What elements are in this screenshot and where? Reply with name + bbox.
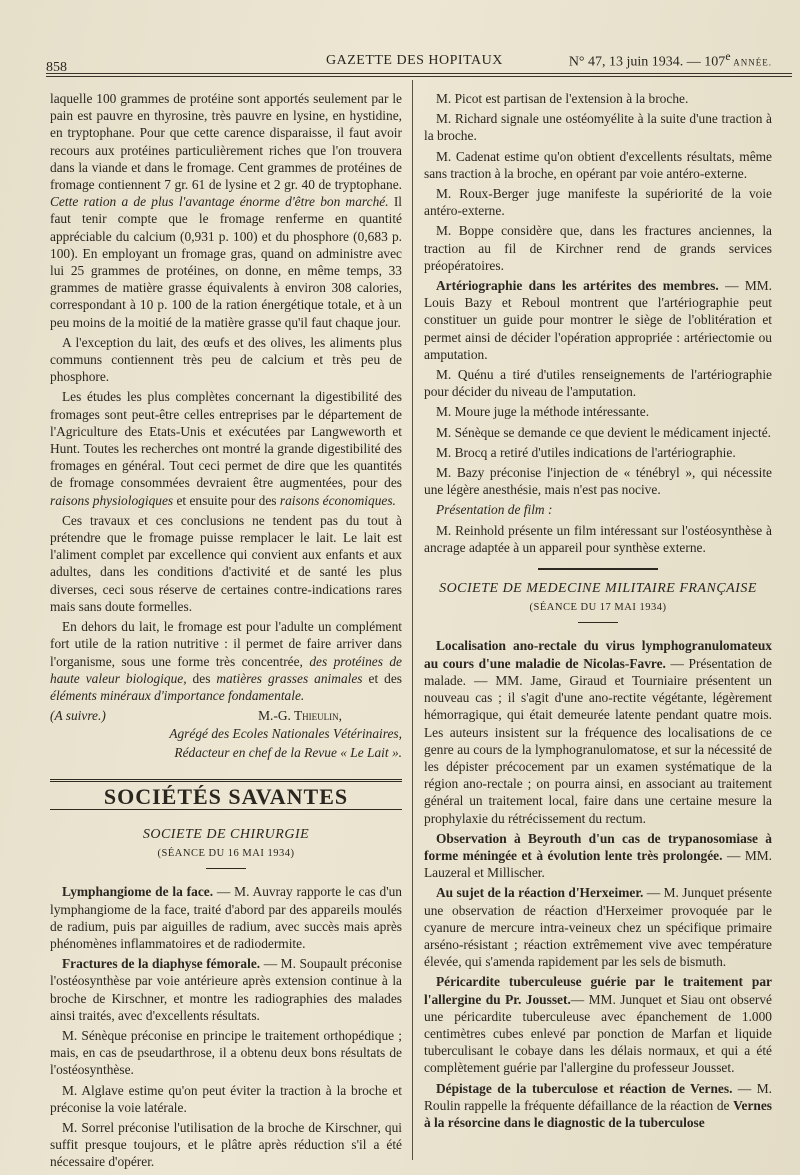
report-item: M. Picot est partisan de l'extension à la broche. [436, 91, 689, 106]
report-item: M. Sénèque se demande ce que devient le médicament injecté. [436, 424, 772, 440]
report-item: M. Bazy préconise l'injection de « ténébryl », qui nécessite une légère anesthésie, mais n'est pas nocive. [424, 465, 772, 498]
report-item: M. Sénèque préconise en principe le traitement orthopédique ; mais, en cas de pseudarthrose, il a obtenu deux bons résultats de l'ostéosynthèse. [50, 1027, 402, 1078]
report-item: Dépistage de la tuberculose et réaction de Vernes. — M. Roulin rappelle la fréquente défaillance de la réaction de Vernes à la résorcine dans le diagnostic de la tuberculose [424, 1080, 772, 1130]
to-be-continued: (A suivre.) [50, 708, 106, 724]
report-item: M. Brocq a retiré d'utiles indications de l'artériographie. [436, 444, 736, 460]
session-date: (SÉANCE DU 16 MAI 1934) [157, 848, 295, 860]
report-item: M. Alglave estime qu'on peut éviter la traction à la broche et préconise la voie latérale. [50, 1082, 402, 1115]
journal-title: GAZETTE DES HOPITAUX [326, 53, 503, 68]
short-rule [206, 868, 246, 869]
report-item: M. Sorrel préconise l'utilisation de la broche de Kirschner, qui suffit presque toujours, et le plâtre après réduction s'il a été nécessaire d'opérer. [50, 1119, 402, 1170]
report-item: M. Roux-Berger juge manifeste la supériorité de la voie antéro-externe. [424, 186, 772, 219]
society-rule [538, 568, 658, 570]
issue-info: N° 47, 13 juin 1934. — 107e ANNÉE. [568, 50, 772, 70]
header-rule-top [46, 73, 792, 74]
society-heading: SOCIETE DE MEDECINE MILITAIRE FRANÇAISE [439, 581, 757, 597]
section-rule-bottom [50, 809, 402, 810]
paragraph: A l'exception du lait, des œufs et des olives, les aliments plus communs contiennent très peu de calcium et très peu de phosphore. [50, 334, 402, 385]
report-item: M. Quénu a tiré d'utiles renseignements de l'artériographie pour décider du niveau de l'amputation. [424, 367, 772, 400]
report-item: Fractures de la diaphyse fémorale. — M. Soupault préconise l'ostéosynthèse par voie antérieure après extension continue à la broche de Kirschner, et montre les radiographies des malades ainsi traités, avec d'excellents résultats. [50, 956, 402, 1023]
short-rule [578, 622, 618, 623]
paragraph: Ces travaux et ces conclusions ne tendent pas du tout à prétendre que le fromage puisse remplacer le lait. Le lait est l'aliment complet par excellence qui convient aux enfants et aux adultes, dans les conditions d'activité et de santé les plus diverses, ceci sous réserve de certaines contre-indications rares mais sans doute formelles. [50, 512, 402, 614]
author-title-1: Agrégé des Ecoles Nationales Vétérinaires, [169, 726, 402, 742]
session-date: (SÉANCE DU 17 MAI 1934) [529, 602, 667, 614]
report-item: Lymphangiome de la face. — M. Auvray rapporte le cas d'un lymphangiome de la face, traité d'abord par des appareils moulés de radium, puis par aiguilles de radium, avec succès mais après phénomènes inflammatoires et de radiodermite. [50, 884, 402, 951]
signature-line [50, 707, 402, 724]
header-rule-bottom [46, 76, 792, 77]
report-item: Localisation ano-rectale du virus lymphogranulomateux au cours d'une maladie de Nicolas-Favre. — Présentation de malade. — MM. Jame, Giraud et Tourniaire présentent un nouveau cas ; il s'agit d'une ano-rectite végétante, légèrement hémorragique, qui était demeurée latente pendant quatre mois. Les auteurs insistent sur la fréquence des localisations de ce genre au cours de la lymphogranulomatose, et sur la nécessité de les dépister précocement par un examen systématique de la région ano-rectale ; on pourra ainsi, en associant au traitement général un traitement local, faire dans une certaine mesure la prophylaxie du rétrécissement du rectum. [424, 638, 772, 826]
paragraph: Les études les plus complètes concernant la digestibilité des fromages sont peut-être celles entreprises par le département de l'Agriculture des Etats-Unis et exécutées par Langweworth et Hunt. Toutes les recherches ont montré la grande digestibilité des fromages en général. Tout ceci permet de dire que les quantités de fromage consommées devraient être augmentées, pour des raisons physiologiques et ensuite pour des raisons économiques. [50, 389, 402, 508]
column-divider [412, 80, 413, 1160]
report-item: Péricardite tuberculeuse guérie par le traitement par l'allergine du Pr. Jousset.— MM. Junquet et Siau ont observé une péricardite tuberculeuse avec épanchement de 1.000 centimètres cubes enlevé par ponction de Marfan et liquide tuberculisant le cobaye dans les délais normaux, et qui a été complètement guérie par l'allergine du professeur Jousset. [424, 974, 772, 1076]
film-heading: Présentation de film : [436, 502, 553, 518]
report-item: Observation à Beyrouth d'un cas de trypanosomiase à forme méningée et à évolution lente très prolongée. — MM. Lauzeral et Millischer. [424, 830, 772, 881]
report-item: Au sujet de la réaction d'Herxeimer. — M. Junquet présente une observation de réaction d'Herxeimer provoquée par le cyanure de mercure intra-veineux chez un spécifique primaire arséno-résistant ; réaction extrêmement vive avec température élevée, qui s'amenda rapidement par les sels de bismuth. [424, 885, 772, 970]
section-rule [50, 779, 402, 782]
report-item: M. Moure juge la méthode intéressante. [436, 404, 650, 420]
left-column [50, 90, 402, 1174]
report-item: M. Boppe considère que, dans les fractures anciennes, la traction au fil de Kirchner rend de grands services préopératoires. [424, 223, 772, 273]
paragraph: laquelle 100 grammes de protéine sont apportés seulement par le pain est pauvre en thyrosine, très pauvre en lysine, en hystidine, en tryptophane. Pour que cette carence disparaisse, il faut avoir recours aux protéines particulièrement riches que l'on trouvera dans la viande et dans le fromage. Cent grammes de protéines de fromage contiennent 7 gr. 61 de lysine et 2 gr. 40 de tryptophane. Cette ration a de plus l'avantage énorme d'être bon marché. Il faut tenir compte que le fromage renferme en quantité appréciable du calcium (0,931 p. 100) et du phosphore (0,683 p. 100). En employant un fromage gras, quand on administre avec lui 25 grammes de protéines, on donne, en même temps, 33 grammes de matière grasse équivalents à environ 308 calories, correspondant à 10 p. 100 de la ration énergétique totale, et à un peu moins de la moitié de la matière grasse qu'il faut chaque jour. [50, 91, 402, 330]
page-number: 858 [46, 60, 67, 75]
author-name: M.-G. Thieulin, [258, 708, 342, 724]
author-title-2: Rédacteur en chef de la Revue « Le Lait ». [174, 744, 402, 760]
page-header [46, 50, 772, 75]
society-heading: SOCIETE DE CHIRURGIE [142, 826, 310, 842]
report-item: M. Cadenat estime qu'on obtient d'excellents résultats, même sans traction à la broche, en opérant par voie antéro-externe. [424, 148, 772, 181]
section-title: SOCIÉTÉS SAVANTES [103, 783, 349, 809]
report-item: Artériographie dans les artérites des membres. — MM. Louis Bazy et Reboul montrent que l'artériographie peut constituer un guide pour montrer le siège de l'oblitération et permet ainsi de décider l'opération appropriée : artériectomie ou amputation. [424, 278, 773, 362]
right-column [424, 90, 772, 1134]
report-item: M. Reinhold présente un film intéressant sur l'ostéosynthèse à ancrage adaptée à un appareil pour synthèse externe. [424, 522, 772, 555]
paragraph: En dehors du lait, le fromage est pour l'adulte un complément fort utile de la ration nutritive : il permet de faire arriver dans l'organisme, sous une forme très concentrée, des protéines de haute valeur biologique, des matières grasses animales et des éléments minéraux d'importance fondamentale. [50, 619, 403, 703]
report-item: M. Richard signale une ostéomyélite à la suite d'une traction à la broche. [424, 111, 772, 144]
